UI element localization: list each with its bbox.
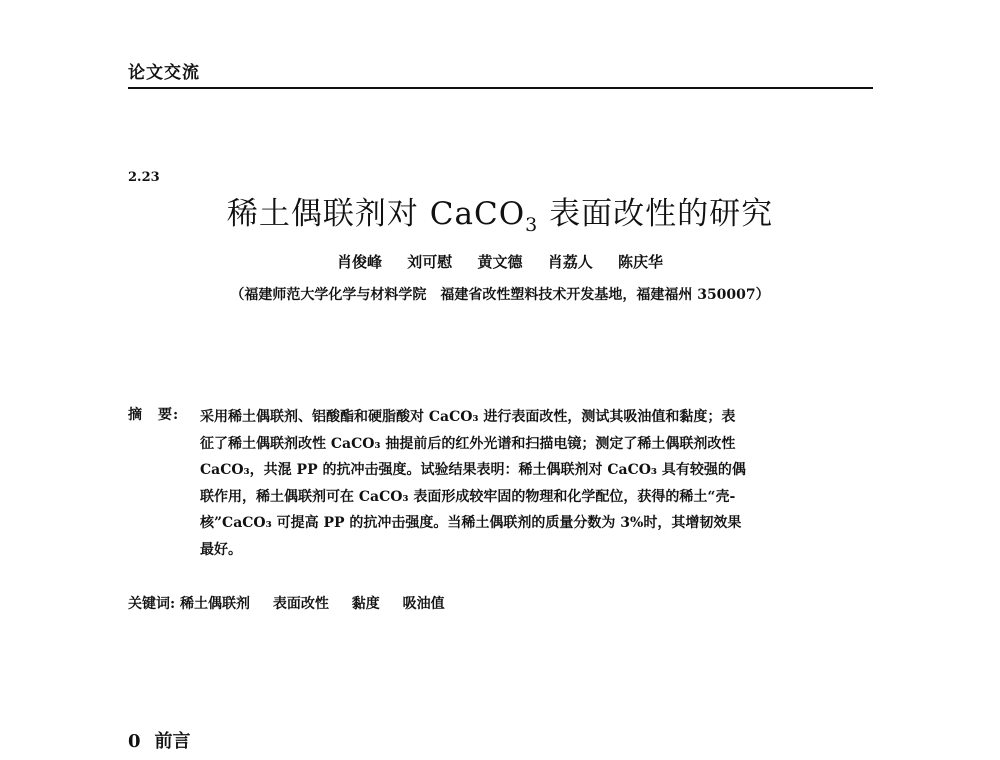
section-heading-introduction bbox=[128, 727, 191, 753]
abstract-line: 采用稀土偶联剂、铝酸酯和硬脂酸对 CaCO₃ 进行表面改性，测试其吸油值和黏度；表 bbox=[200, 409, 736, 425]
paper-number: 2.23 bbox=[128, 170, 160, 185]
author-list bbox=[0, 251, 1000, 272]
abstract-line: 核”CaCO₃ 可提高 PP 的抗冲击强度。当稀土偶联剂的质量分数为 3%时，其增韧效果 bbox=[200, 515, 742, 531]
keyword: 表面改性 bbox=[272, 596, 329, 612]
abstract-body bbox=[200, 404, 872, 563]
author-affiliation: （福建师范大学化学与材料学院 福建省改性塑料技术开发基地，福建福州 350007） bbox=[230, 287, 770, 303]
journal-section-title: 论文交流 bbox=[128, 63, 200, 83]
header-divider bbox=[128, 87, 873, 89]
section-heading-number: 0 bbox=[128, 731, 141, 752]
abstract-line: 联作用，稀土偶联剂可在 CaCO₃ 表面形成较牢固的物理和化学配位，获得的稀土“壳- bbox=[200, 488, 736, 505]
author-name: 肖俊峰 bbox=[336, 253, 382, 271]
keywords-label: 关键词: bbox=[128, 596, 176, 612]
keyword: 黏度 bbox=[351, 596, 380, 612]
paper-title bbox=[0, 188, 1000, 236]
paper-title-main: 稀土偶联剂对 CaCO bbox=[226, 196, 526, 232]
keyword: 吸油值 bbox=[402, 596, 445, 612]
paper-title-subscript: 3 bbox=[525, 214, 539, 237]
paper-title-rest: 表面改性的研究 bbox=[538, 196, 774, 232]
keywords-row bbox=[128, 593, 463, 613]
author-name: 黄文德 bbox=[477, 253, 523, 271]
abstract-label: 摘 要: bbox=[128, 407, 180, 423]
author-name: 刘可慰 bbox=[407, 253, 453, 271]
keyword: 稀土偶联剂 bbox=[180, 596, 251, 612]
author-name: 陈庆华 bbox=[617, 253, 663, 271]
abstract-line: CaCO₃，共混 PP 的抗冲击强度。试验结果表明：稀土偶联剂对 CaCO₃ 具有较强的偶 bbox=[200, 462, 746, 478]
section-heading-text: 前言 bbox=[154, 731, 191, 752]
author-name: 肖荔人 bbox=[547, 253, 593, 271]
abstract-line: 征了稀土偶联剂改性 CaCO₃ 抽提前后的红外光谱和扫描电镜；测定了稀土偶联剂改性 bbox=[200, 435, 736, 452]
abstract-line: 最好。 bbox=[200, 541, 242, 558]
